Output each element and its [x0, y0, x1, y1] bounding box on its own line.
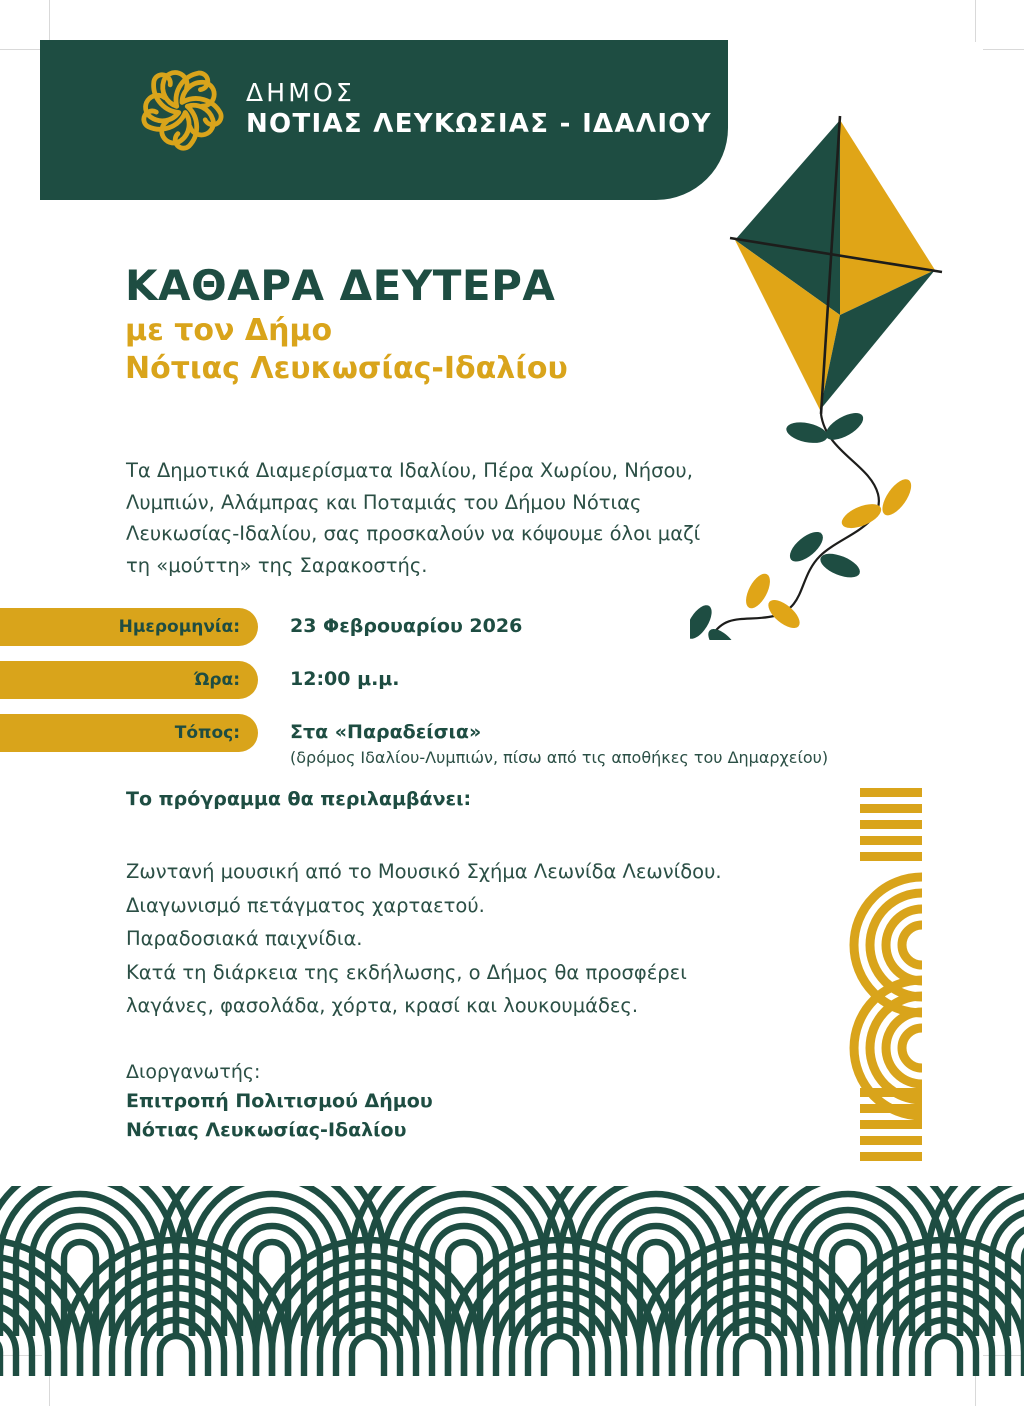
municipality-logo [136, 62, 712, 154]
crop-mark-top-right-h [983, 49, 1024, 50]
detail-label-pill-date [0, 608, 258, 646]
green-nested-arch-wave-border [0, 1186, 1024, 1376]
crop-mark-top-left-v [49, 0, 50, 42]
detail-note-venue: (δρόμος Ιδαλίου-Λυμπιών, πίσω από τις αποθήκες του Δημαρχείου) [290, 747, 829, 767]
organiser-name-line-1: Επιτροπή Πολιτισμού Δήμου [126, 1089, 433, 1112]
detail-value-time: 12:00 μ.μ. [290, 668, 400, 690]
intro-paragraph: Τα Δημοτικά Διαμερίσματα Ιδαλίου, Πέρα Χωρίου, Νήσου, Λυμπιών, Αλάμπρας και Ποταμιάς του Δήμου Νότιας Λευκωσίας-Ιδαλίου, σας προσκαλούν να κόψουμε όλοι μαζί τη «μούττη» της Σαρακοστής. [126, 459, 701, 577]
detail-row-time [0, 661, 900, 701]
gold-bars-top [860, 788, 922, 861]
detail-label-date: Ημερομηνία: [118, 617, 240, 637]
programme-line: Παραδοσιακά παιχνίδια. [126, 927, 363, 951]
detail-label-time: Ώρα: [194, 670, 240, 690]
programme-list [126, 855, 786, 1023]
crop-mark-top-right-v [975, 0, 976, 42]
logo-line-1: ΔΗΜΟΣ [246, 77, 355, 107]
subtitle-line-1: με τον Δήμο [125, 313, 333, 349]
logo-wordmark [246, 77, 712, 139]
organiser-name-line-2: Νότιας Λευκωσίας-Ιδαλίου [126, 1118, 407, 1141]
page-title: ΚΑΘΑΡΑ ΔΕΥΤΕΡΑ [125, 261, 556, 310]
detail-value-venue: Στα «Παραδείσια» [290, 721, 482, 743]
programme-heading: Το πρόγραμμα θα περιλαμβάνει: [126, 788, 472, 810]
detail-label-venue: Τόπος: [174, 723, 240, 743]
detail-value-wrap-date [290, 608, 900, 640]
gold-arcs-middle [854, 877, 922, 1116]
programme-line: λαγάνες, φασολάδα, χόρτα, κρασί και λουκουμάδες. [126, 994, 639, 1018]
pinwheel-floral-logo-icon [136, 62, 228, 154]
header-banner [40, 40, 728, 200]
event-details-list [0, 608, 900, 782]
crop-mark-top-left-h [0, 49, 42, 50]
organiser-label: Διοργανωτής: [126, 1061, 261, 1083]
detail-label-pill-time [0, 661, 258, 699]
detail-value-wrap-time [290, 661, 900, 693]
detail-value-date: 23 Φεβρουαρίου 2026 [290, 615, 523, 637]
gold-arc-stripes-ornament [838, 784, 954, 1172]
detail-row-venue [0, 714, 900, 769]
detail-row-date [0, 608, 900, 648]
detail-value-wrap-venue [290, 714, 900, 769]
programme-line: Ζωντανή μουσική από το Μουσικό Σχήμα Λεωνίδα Λεωνίδου. [126, 860, 722, 883]
logo-line-2: ΝΟΤΙΑΣ ΛΕΥΚΩΣΙΑΣ - ΙΔΑΛΙΟΥ [246, 108, 712, 139]
programme-line: Κατά τη διάρκεια της εκδήλωσης, ο Δήμος θα προσφέρει [126, 960, 687, 984]
poster-title-block [125, 263, 725, 387]
subtitle-line-2: Νότιας Λευκωσίας-Ιδαλίου [125, 350, 568, 386]
kite-illustration [690, 80, 990, 640]
organiser-block [126, 1058, 646, 1145]
detail-label-pill-venue [0, 714, 258, 752]
programme-line: Διαγωνισμό πετάγματος χαρταετού. [126, 893, 485, 917]
